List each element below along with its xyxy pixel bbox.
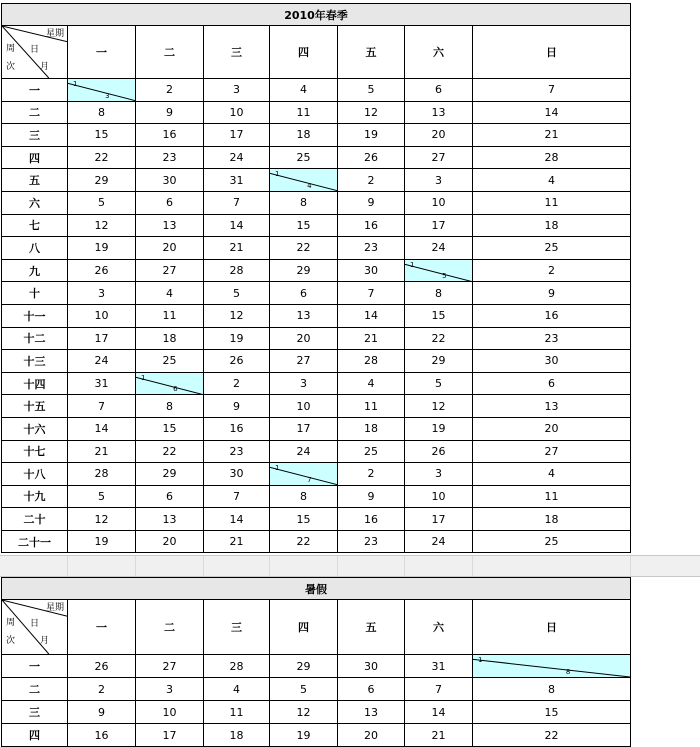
spring-header-row <box>2 26 631 79</box>
diagonal-graphic <box>136 373 203 395</box>
corner-header-cell <box>2 26 68 79</box>
week-number-label: 十一 <box>2 304 68 327</box>
diagonal-line <box>68 83 135 100</box>
diagonal-graphic <box>405 260 472 282</box>
day-cell: 3 <box>270 372 338 395</box>
day-cell: 16 <box>68 724 136 747</box>
spring-week-row <box>2 101 631 124</box>
day-cell: 2 <box>338 169 405 192</box>
corner-day-label: 日 <box>30 45 40 55</box>
day-cell: 24 <box>68 350 136 373</box>
day-cell: 18 <box>270 124 338 147</box>
day-cell: 5 <box>68 485 136 508</box>
week-number-label: 三 <box>2 124 68 147</box>
day-cell: 9 <box>68 701 136 724</box>
day-cell: 9 <box>204 395 270 418</box>
day-cell: 31 <box>204 169 270 192</box>
day-cell: 5 <box>204 282 270 305</box>
day-cell: 16 <box>338 214 405 237</box>
month-number: 5 <box>442 272 447 281</box>
day-cell: 12 <box>405 395 473 418</box>
summer-week-row <box>2 724 631 747</box>
day-cell: 6 <box>270 282 338 305</box>
day-cell: 20 <box>405 124 473 147</box>
corner-week-label: 周 <box>6 44 16 54</box>
day-cell: 15 <box>473 701 631 724</box>
spring-week-row <box>2 463 631 486</box>
day-cell: 16 <box>204 417 270 440</box>
spring-week-row <box>2 304 631 327</box>
day-cell: 22 <box>270 237 338 260</box>
day-cell: 23 <box>136 146 204 169</box>
day-cell: 20 <box>136 530 204 553</box>
day-cell: 15 <box>68 124 136 147</box>
day-cell: 17 <box>270 417 338 440</box>
month-number: 6 <box>173 385 178 394</box>
day-cell: 10 <box>270 395 338 418</box>
day-cell: 23 <box>473 327 631 350</box>
day-cell: 9 <box>338 485 405 508</box>
corner-day-label: 日 <box>30 619 40 629</box>
day-cell: 26 <box>68 259 136 282</box>
week-number-label: 十六 <box>2 417 68 440</box>
spring-week-row <box>2 327 631 350</box>
day-cell: 4 <box>338 372 405 395</box>
day-cell: 15 <box>270 508 338 531</box>
day-cell: 16 <box>473 304 631 327</box>
spring-week-row <box>2 282 631 305</box>
weekday-header-2: 二 <box>136 26 204 79</box>
day-cell: 26 <box>204 350 270 373</box>
day-cell: 30 <box>136 169 204 192</box>
day-cell: 7 <box>473 79 631 102</box>
day-cell: 3 <box>405 463 473 486</box>
week-number-label: 一 <box>2 655 68 678</box>
day-cell: 8 <box>68 101 136 124</box>
day-cell: 8 <box>405 282 473 305</box>
diagonal-line <box>270 174 337 191</box>
day-cell: 13 <box>136 214 204 237</box>
day-cell: 9 <box>338 191 405 214</box>
day-cell: 14 <box>204 214 270 237</box>
day-cell: 11 <box>473 485 631 508</box>
day-cell: 17 <box>405 214 473 237</box>
gridline <box>337 556 338 576</box>
day-cell: 6 <box>473 372 631 395</box>
day-cell: 19 <box>338 124 405 147</box>
day-cell: 19 <box>68 530 136 553</box>
spring-week-row <box>2 79 631 102</box>
day-cell: 30 <box>338 259 405 282</box>
month-start-cell <box>270 169 338 192</box>
day-cell: 10 <box>204 101 270 124</box>
day-cell: 12 <box>68 508 136 531</box>
day-cell: 10 <box>68 304 136 327</box>
diagonal-line <box>473 659 630 677</box>
day-cell: 26 <box>68 655 136 678</box>
day-cell: 2 <box>338 463 405 486</box>
day-cell: 23 <box>338 530 405 553</box>
day-cell: 12 <box>338 101 405 124</box>
day-cell: 8 <box>270 485 338 508</box>
week-number-label: 十五 <box>2 395 68 418</box>
weekday-header-4: 四 <box>270 600 338 655</box>
day-cell: 5 <box>338 79 405 102</box>
day-cell: 27 <box>136 655 204 678</box>
month-number: 4 <box>307 181 312 190</box>
day-cell: 21 <box>473 124 631 147</box>
week-number-label: 十九 <box>2 485 68 508</box>
day-cell: 15 <box>136 417 204 440</box>
month-start-cell <box>68 79 136 102</box>
spring-week-row <box>2 214 631 237</box>
day-number: 1 <box>73 80 78 88</box>
day-cell: 4 <box>473 463 631 486</box>
spring-week-row <box>2 259 631 282</box>
day-cell: 9 <box>136 101 204 124</box>
week-number-label: 五 <box>2 169 68 192</box>
gridline <box>135 556 136 576</box>
day-cell: 5 <box>405 372 473 395</box>
day-cell: 22 <box>136 440 204 463</box>
month-start-cell <box>270 463 338 486</box>
day-cell: 8 <box>270 191 338 214</box>
weekday-header-7: 日 <box>473 26 631 79</box>
day-cell: 31 <box>405 655 473 678</box>
summer-week-row <box>2 678 631 701</box>
day-cell: 19 <box>204 327 270 350</box>
day-cell: 28 <box>204 259 270 282</box>
day-cell: 17 <box>68 327 136 350</box>
week-number-label: 二十一 <box>2 530 68 553</box>
gridline <box>269 556 270 576</box>
day-cell: 28 <box>68 463 136 486</box>
day-cell: 25 <box>136 350 204 373</box>
day-cell: 10 <box>136 701 204 724</box>
day-cell: 22 <box>473 724 631 747</box>
day-cell: 27 <box>270 350 338 373</box>
weekday-header-5: 五 <box>338 26 405 79</box>
gridline <box>67 556 68 576</box>
day-cell: 14 <box>338 304 405 327</box>
gridline <box>472 556 473 576</box>
day-cell: 22 <box>68 146 136 169</box>
day-cell: 30 <box>204 463 270 486</box>
day-cell: 5 <box>270 678 338 701</box>
day-cell: 12 <box>204 304 270 327</box>
corner-header-cell <box>2 600 68 655</box>
spring-week-row <box>2 417 631 440</box>
summer-week-row <box>2 655 631 678</box>
day-cell: 24 <box>204 146 270 169</box>
week-number-label: 十四 <box>2 372 68 395</box>
day-cell: 14 <box>405 701 473 724</box>
corner-month-label: 月 <box>40 62 50 72</box>
day-cell: 13 <box>473 395 631 418</box>
weekday-header-3: 三 <box>204 600 270 655</box>
day-cell: 27 <box>473 440 631 463</box>
day-cell: 2 <box>136 79 204 102</box>
day-cell: 25 <box>270 146 338 169</box>
diagonal-graphic <box>68 79 135 101</box>
day-cell: 27 <box>405 146 473 169</box>
day-cell: 11 <box>204 701 270 724</box>
sheet-gap-band <box>0 555 700 577</box>
day-cell: 23 <box>338 237 405 260</box>
spring-week-row <box>2 350 631 373</box>
day-cell: 13 <box>338 701 405 724</box>
day-cell: 2 <box>204 372 270 395</box>
spring-week-row <box>2 124 631 147</box>
week-number-label: 十八 <box>2 463 68 486</box>
spring-week-row <box>2 395 631 418</box>
summer-header-row <box>2 600 631 655</box>
day-cell: 18 <box>204 724 270 747</box>
spring-title: 2010年春季 <box>2 4 631 26</box>
week-number-label: 一 <box>2 79 68 102</box>
weekday-header-3: 三 <box>204 26 270 79</box>
weekday-header-2: 二 <box>136 600 204 655</box>
day-cell: 7 <box>68 395 136 418</box>
day-cell: 20 <box>338 724 405 747</box>
day-cell: 21 <box>405 724 473 747</box>
day-cell: 8 <box>473 678 631 701</box>
day-cell: 31 <box>68 372 136 395</box>
week-number-label: 四 <box>2 724 68 747</box>
summer-calendar-table <box>1 577 631 747</box>
spring-calendar-table <box>1 3 631 553</box>
corner-weekday-label: 星期 <box>45 603 64 613</box>
weekday-header-7: 日 <box>473 600 631 655</box>
day-cell: 23 <box>204 440 270 463</box>
day-cell: 13 <box>405 101 473 124</box>
corner-number-label: 次 <box>6 62 16 72</box>
day-cell: 18 <box>338 417 405 440</box>
month-number: 7 <box>307 475 312 484</box>
day-cell: 3 <box>68 282 136 305</box>
day-number: 1 <box>478 656 483 664</box>
week-number-label: 二 <box>2 101 68 124</box>
day-cell: 14 <box>204 508 270 531</box>
month-number: 3 <box>105 91 110 100</box>
week-number-label: 十 <box>2 282 68 305</box>
day-cell: 30 <box>338 655 405 678</box>
day-cell: 2 <box>473 259 631 282</box>
day-cell: 17 <box>204 124 270 147</box>
day-cell: 10 <box>405 485 473 508</box>
day-number: 1 <box>141 373 146 382</box>
day-cell: 15 <box>270 214 338 237</box>
day-cell: 15 <box>405 304 473 327</box>
day-cell: 22 <box>405 327 473 350</box>
day-cell: 16 <box>136 124 204 147</box>
week-number-label: 八 <box>2 237 68 260</box>
summer-title: 暑假 <box>2 578 631 600</box>
day-cell: 17 <box>405 508 473 531</box>
day-cell: 6 <box>136 191 204 214</box>
spring-title-row <box>2 4 631 26</box>
day-cell: 19 <box>68 237 136 260</box>
day-cell: 24 <box>270 440 338 463</box>
month-start-cell <box>136 372 204 395</box>
summer-title-row <box>2 578 631 600</box>
week-number-label: 十七 <box>2 440 68 463</box>
spring-week-row <box>2 485 631 508</box>
day-cell: 11 <box>136 304 204 327</box>
day-cell: 29 <box>405 350 473 373</box>
spring-week-row <box>2 440 631 463</box>
day-cell: 6 <box>405 79 473 102</box>
day-number: 1 <box>275 170 280 179</box>
month-number: 8 <box>565 668 571 676</box>
week-number-label: 三 <box>2 701 68 724</box>
gridline <box>630 556 631 576</box>
day-cell: 16 <box>338 508 405 531</box>
spring-week-row <box>2 169 631 192</box>
gridline <box>404 556 405 576</box>
day-cell: 18 <box>473 214 631 237</box>
weekday-header-5: 五 <box>338 600 405 655</box>
day-cell: 14 <box>68 417 136 440</box>
day-cell: 10 <box>405 191 473 214</box>
weekday-header-6: 六 <box>405 26 473 79</box>
day-cell: 13 <box>136 508 204 531</box>
week-number-label: 二十 <box>2 508 68 531</box>
day-cell: 27 <box>136 259 204 282</box>
day-cell: 7 <box>338 282 405 305</box>
day-cell: 4 <box>270 79 338 102</box>
gridline <box>203 556 204 576</box>
day-cell: 6 <box>136 485 204 508</box>
day-cell: 11 <box>338 395 405 418</box>
day-cell: 2 <box>68 678 136 701</box>
day-cell: 29 <box>270 259 338 282</box>
spring-week-row <box>2 146 631 169</box>
day-cell: 29 <box>270 655 338 678</box>
spring-week-row <box>2 530 631 553</box>
week-number-label: 二 <box>2 678 68 701</box>
weekday-header-1: 一 <box>68 26 136 79</box>
day-cell: 26 <box>338 146 405 169</box>
week-number-label: 九 <box>2 259 68 282</box>
day-cell: 28 <box>204 655 270 678</box>
diagonal-graphic <box>270 463 337 485</box>
week-number-label: 四 <box>2 146 68 169</box>
day-cell: 25 <box>473 237 631 260</box>
diagonal-line <box>270 467 337 484</box>
day-number: 1 <box>275 464 280 473</box>
day-cell: 19 <box>270 724 338 747</box>
day-cell: 21 <box>68 440 136 463</box>
day-cell: 14 <box>473 101 631 124</box>
day-cell: 26 <box>405 440 473 463</box>
day-cell: 18 <box>136 327 204 350</box>
day-cell: 22 <box>270 530 338 553</box>
day-cell: 28 <box>338 350 405 373</box>
day-cell: 29 <box>136 463 204 486</box>
day-cell: 21 <box>338 327 405 350</box>
corner-week-label: 周 <box>6 618 16 628</box>
summer-week-row <box>2 701 631 724</box>
day-cell: 13 <box>270 304 338 327</box>
day-cell: 20 <box>136 237 204 260</box>
day-cell: 3 <box>136 678 204 701</box>
day-cell: 29 <box>68 169 136 192</box>
day-cell: 12 <box>270 701 338 724</box>
spring-week-row <box>2 191 631 214</box>
weekday-header-1: 一 <box>68 600 136 655</box>
diagonal-graphic <box>270 169 337 191</box>
day-cell: 20 <box>473 417 631 440</box>
corner-weekday-label: 星期 <box>45 29 64 39</box>
corner-month-label: 月 <box>40 636 50 646</box>
day-cell: 24 <box>405 237 473 260</box>
day-cell: 11 <box>473 191 631 214</box>
diagonal-line <box>405 264 472 281</box>
diagonal-graphic <box>473 655 630 677</box>
day-cell: 30 <box>473 350 631 373</box>
day-cell: 21 <box>204 237 270 260</box>
spring-week-row <box>2 237 631 260</box>
weekday-header-4: 四 <box>270 26 338 79</box>
day-number: 1 <box>410 260 415 269</box>
day-cell: 20 <box>270 327 338 350</box>
day-cell: 4 <box>136 282 204 305</box>
week-number-label: 十二 <box>2 327 68 350</box>
day-cell: 6 <box>338 678 405 701</box>
day-cell: 18 <box>473 508 631 531</box>
day-cell: 17 <box>136 724 204 747</box>
day-cell: 19 <box>405 417 473 440</box>
diagonal-line <box>136 377 203 394</box>
spring-week-row <box>2 372 631 395</box>
month-start-cell <box>473 655 631 678</box>
week-number-label: 七 <box>2 214 68 237</box>
day-cell: 3 <box>204 79 270 102</box>
day-cell: 9 <box>473 282 631 305</box>
day-cell: 24 <box>405 530 473 553</box>
day-cell: 28 <box>473 146 631 169</box>
day-cell: 5 <box>68 191 136 214</box>
day-cell: 4 <box>204 678 270 701</box>
day-cell: 21 <box>204 530 270 553</box>
day-cell: 8 <box>136 395 204 418</box>
month-start-cell <box>405 259 473 282</box>
day-cell: 4 <box>473 169 631 192</box>
day-cell: 7 <box>405 678 473 701</box>
day-cell: 11 <box>270 101 338 124</box>
week-number-label: 六 <box>2 191 68 214</box>
day-cell: 7 <box>204 191 270 214</box>
day-cell: 25 <box>473 530 631 553</box>
day-cell: 7 <box>204 485 270 508</box>
spring-week-row <box>2 508 631 531</box>
corner-number-label: 次 <box>6 636 16 646</box>
day-cell: 12 <box>68 214 136 237</box>
day-cell: 25 <box>338 440 405 463</box>
week-number-label: 十三 <box>2 350 68 373</box>
day-cell: 3 <box>405 169 473 192</box>
weekday-header-6: 六 <box>405 600 473 655</box>
